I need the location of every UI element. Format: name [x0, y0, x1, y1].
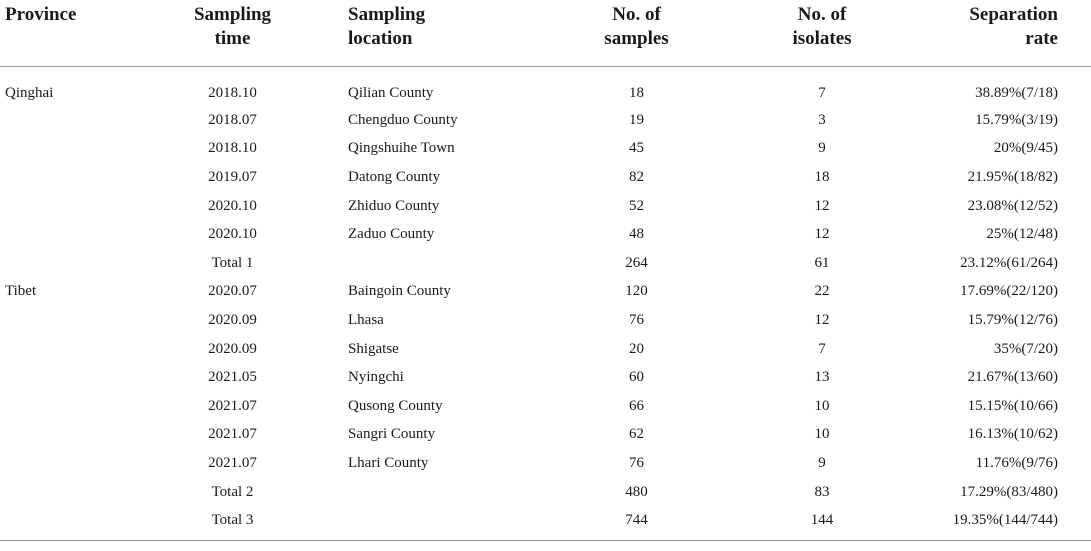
- cell-separation-rate: 15.15%(10/66): [967, 397, 1058, 414]
- cell-sampling-location: Qingshuihe Town: [348, 140, 455, 157]
- table-row: [0, 449, 1091, 478]
- cell-sampling-time: 2021.07: [208, 454, 257, 471]
- cell-samples: 48: [629, 226, 644, 243]
- cell-sampling-time: 2021.07: [208, 426, 257, 443]
- cell-samples: 20: [629, 340, 644, 357]
- cell-sampling-time: 2021.07: [208, 397, 257, 414]
- cell-sampling-location: Qusong County: [348, 397, 443, 414]
- header-no-of-isolates: [718, 0, 926, 66]
- cell-sampling-time: Total 1: [211, 254, 254, 271]
- cell-sampling-location: [315, 478, 555, 507]
- cell-separation-rate: 23.08%(12/52): [967, 197, 1058, 214]
- cell-sampling-time: 2021.05: [208, 369, 257, 386]
- cell-sampling-location: Lhasa: [348, 311, 384, 328]
- cell-separation-rate: 17.29%(83/480): [960, 483, 1058, 500]
- cell-province: [0, 421, 150, 450]
- cell-sampling-location: Zaduo County: [348, 226, 435, 243]
- cell-isolates: 144: [718, 506, 926, 540]
- cell-province: Qinghai: [5, 84, 54, 101]
- cell-sampling-time: 2020.07: [208, 283, 257, 300]
- cell-sampling-location: Chengduo County: [348, 111, 458, 128]
- cell-samples: 76: [629, 311, 644, 328]
- header-separation-rate-line-2: rate: [1025, 28, 1058, 49]
- cell-province: [0, 506, 150, 540]
- cell-sampling-time: Total 2: [211, 483, 254, 500]
- table-row: [0, 421, 1091, 450]
- cell-isolates: 12: [814, 226, 830, 243]
- header-separation-rate-line-1: Separation: [969, 4, 1058, 25]
- header-sampling-location-line-2: location: [348, 28, 413, 49]
- cell-isolates: 7: [818, 340, 826, 357]
- cell-isolates: 61: [814, 254, 830, 271]
- header-no-of-isolates-line-2: isolates: [792, 28, 852, 49]
- header-sampling-time: [150, 0, 315, 66]
- header-sampling-location-line-1: Sampling: [348, 4, 426, 25]
- header-sampling-time-line-1: Sampling: [193, 4, 272, 25]
- cell-province: [0, 249, 150, 278]
- cell-separation-rate: 21.67%(13/60): [967, 369, 1058, 386]
- cell-isolates: 83: [814, 483, 830, 500]
- cell-sampling-time: 2018.07: [208, 111, 257, 128]
- header-no-of-samples: [555, 0, 718, 66]
- table-row-total: [0, 478, 1091, 507]
- cell-separation-rate: 15.79%(12/76): [967, 311, 1058, 328]
- header-province: [0, 0, 150, 66]
- header-sampling-location: [315, 0, 555, 66]
- cell-samples: 19: [629, 111, 644, 128]
- cell-samples: 744: [555, 506, 718, 540]
- cell-separation-rate: 38.89%(7/18): [975, 84, 1058, 101]
- cell-separation-rate: 21.95%(18/82): [967, 168, 1058, 185]
- cell-sampling-time: Total 3: [150, 506, 315, 540]
- header-separation-rate: [926, 0, 1091, 66]
- cell-province: [0, 220, 150, 249]
- cell-sampling-location: Datong County: [348, 168, 441, 185]
- table-row: [0, 363, 1091, 392]
- cell-separation-rate: 23.12%(61/264): [960, 254, 1058, 271]
- cell-samples: 264: [625, 254, 648, 271]
- cell-isolates: 22: [814, 283, 830, 300]
- cell-sampling-location: Sangri County: [348, 426, 436, 443]
- header-no-of-isolates-line-1: No. of: [797, 4, 847, 25]
- cell-samples: 82: [629, 168, 644, 185]
- cell-isolates: 18: [814, 168, 830, 185]
- table-row: [0, 135, 1091, 164]
- cell-separation-rate: 16.13%(10/62): [967, 426, 1058, 443]
- cell-isolates: 13: [814, 369, 830, 386]
- cell-isolates: 12: [814, 197, 830, 214]
- cell-separation-rate: 15.79%(3/19): [975, 111, 1058, 128]
- table-row: [0, 392, 1091, 421]
- cell-sampling-location: Zhiduo County: [348, 197, 440, 214]
- cell-province: [0, 392, 150, 421]
- cell-samples: 45: [629, 140, 644, 157]
- table-row-total: [0, 506, 1091, 540]
- cell-sampling-time: 2018.10: [208, 140, 257, 157]
- cell-isolates: 10: [814, 397, 830, 414]
- cell-sampling-time: 2020.09: [208, 311, 257, 328]
- cell-province: [0, 335, 150, 364]
- cell-sampling-location: [315, 506, 555, 540]
- header-province-line-1: Province: [5, 4, 77, 25]
- header-row: [0, 0, 1091, 66]
- cell-province: [0, 163, 150, 192]
- header-sampling-time-line-2: time: [214, 28, 251, 49]
- cell-samples: 76: [629, 454, 644, 471]
- cell-sampling-time: 2020.10: [208, 197, 257, 214]
- table-row: [0, 278, 1091, 307]
- cell-province: Tibet: [5, 283, 37, 300]
- cell-samples: 480: [625, 483, 648, 500]
- cell-samples: 62: [629, 426, 644, 443]
- cell-sampling-time: 2020.10: [208, 226, 257, 243]
- cell-isolates: 10: [814, 426, 830, 443]
- cell-separation-rate: 20%(9/45): [993, 140, 1058, 157]
- cell-sampling-location: Nyingchi: [348, 369, 404, 386]
- header-no-of-samples-line-2: samples: [604, 28, 669, 49]
- cell-sampling-time: 2020.09: [208, 340, 257, 357]
- cell-separation-rate: 35%(7/20): [993, 340, 1058, 357]
- cell-isolates: 9: [818, 454, 826, 471]
- cell-province: [0, 363, 150, 392]
- header-no-of-samples-line-1: No. of: [612, 4, 661, 25]
- cell-sampling-location: [315, 249, 555, 278]
- cell-isolates: 7: [818, 84, 826, 101]
- cell-isolates: 12: [814, 311, 830, 328]
- cell-province: [0, 106, 150, 135]
- table-row: [0, 106, 1091, 135]
- cell-province: [0, 478, 150, 507]
- table-row: [0, 192, 1091, 221]
- table-row: [0, 335, 1091, 364]
- cell-separation-rate: 19.35%(144/744): [926, 506, 1091, 540]
- cell-sampling-location: Lhari County: [348, 454, 429, 471]
- table-row: [0, 66, 1091, 106]
- cell-province: [0, 449, 150, 478]
- cell-sampling-location: Baingoin County: [348, 283, 451, 300]
- cell-samples: 18: [629, 84, 644, 101]
- cell-province: [0, 306, 150, 335]
- cell-province: [0, 192, 150, 221]
- cell-sampling-location: Qilian County: [348, 84, 434, 101]
- table-row-total: [0, 249, 1091, 278]
- cell-sampling-time: 2019.07: [208, 168, 257, 185]
- table-row: [0, 306, 1091, 335]
- cell-samples: 66: [629, 397, 644, 414]
- table-header: [0, 0, 1091, 66]
- cell-separation-rate: 17.69%(22/120): [960, 283, 1058, 300]
- cell-isolates: 9: [818, 140, 826, 157]
- cell-separation-rate: 25%(12/48): [986, 226, 1058, 243]
- cell-samples: 60: [629, 369, 644, 386]
- cell-isolates: 3: [818, 111, 826, 128]
- table-body: [0, 66, 1091, 540]
- cell-province: [0, 135, 150, 164]
- cell-sampling-time: 2018.10: [208, 84, 257, 101]
- cell-sampling-location: Shigatse: [348, 340, 399, 357]
- cell-samples: 120: [625, 283, 648, 300]
- cell-separation-rate: 11.76%(9/76): [975, 454, 1058, 471]
- table-row: [0, 220, 1091, 249]
- cell-samples: 52: [629, 197, 644, 214]
- table-row: [0, 163, 1091, 192]
